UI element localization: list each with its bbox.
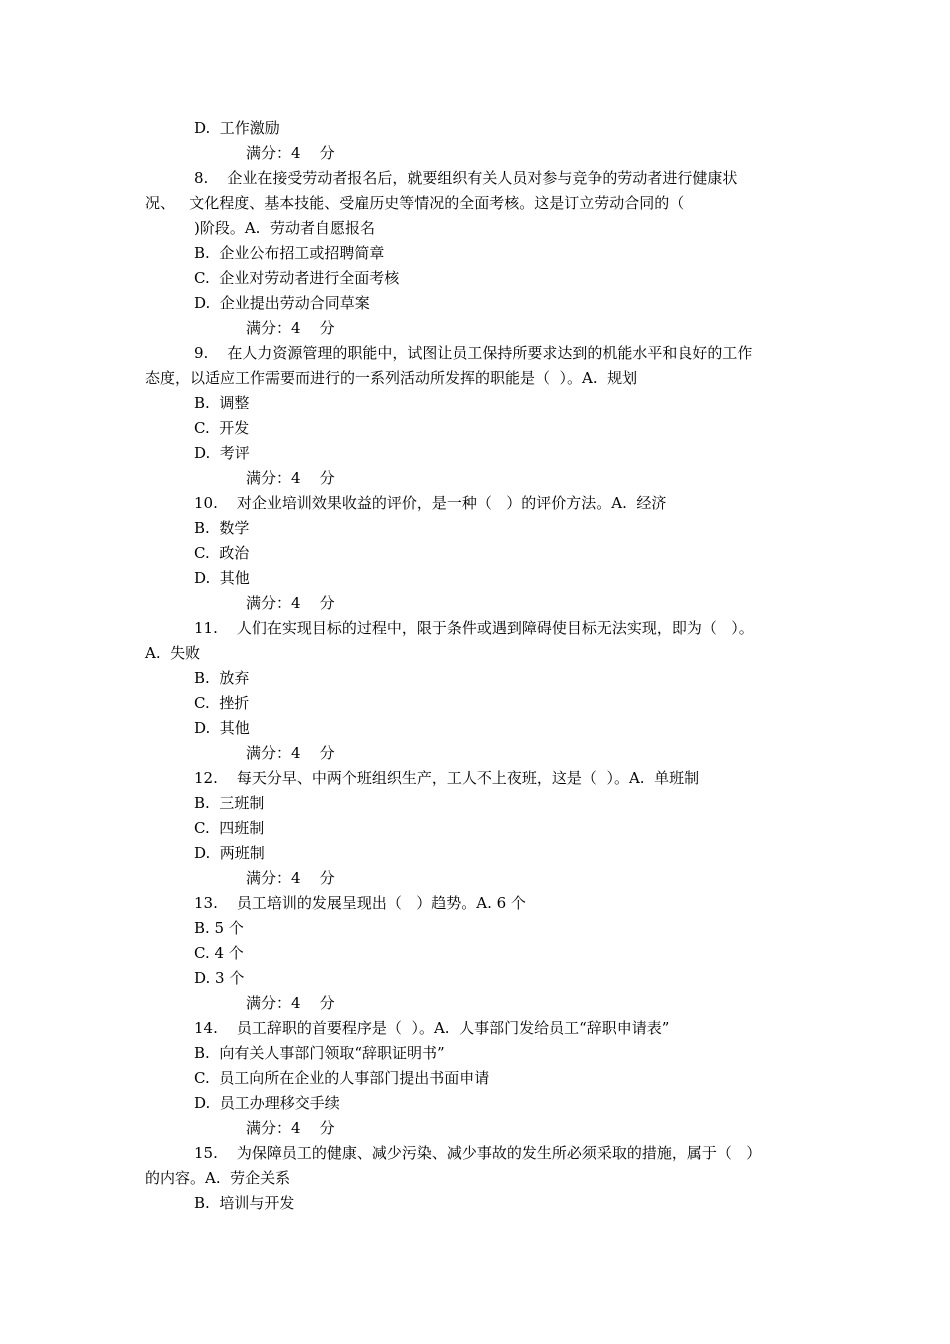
- option-line: B. 培训与开发: [194, 1194, 295, 1212]
- option-line: C. 挫折: [194, 694, 250, 712]
- option-line: D. 两班制: [194, 844, 265, 862]
- question-continuation: 的内容。A. 劳企关系: [145, 1169, 291, 1187]
- option-line: C. 四班制: [194, 819, 265, 837]
- option-line: C. 4 个: [194, 944, 244, 962]
- question-line: 14. 员工辞职的首要程序是（ ）。A. 人事部门发给员工“辞职申请表”: [194, 1019, 670, 1037]
- question-continuation: 态度，以适应工作需要而进行的一系列活动所发挥的职能是（ ）。A. 规划: [145, 369, 638, 387]
- question-line: 10. 对企业培训效果收益的评价，是一种（ ）的评价方法。A. 经济: [194, 494, 667, 512]
- question-line: 11. 人们在实现目标的过程中，限于条件或遇到障碍使目标无法实现，即为（ ）。: [194, 619, 754, 637]
- question-line: 12. 每天分早、中两个班组织生产，工人不上夜班，这是（ ）。A. 单班制: [194, 769, 700, 787]
- option-line: B. 调整: [194, 394, 250, 412]
- option-line: B. 企业公布招工或招聘简章: [194, 244, 385, 262]
- option-line: D. 其他: [194, 569, 250, 587]
- option-line: C. 政治: [194, 544, 250, 562]
- option-line: B. 放弃: [194, 669, 250, 687]
- score-line: 满分：4 分: [246, 1119, 335, 1137]
- option-line: B. 向有关人事部门领取“辞职证明书”: [194, 1044, 445, 1062]
- score-line: 满分：4 分: [246, 469, 335, 487]
- score-line: 满分：4 分: [246, 594, 335, 612]
- question-line: 13. 员工培训的发展呈现出（ ）趋势。A. 6 个: [194, 894, 526, 912]
- option-line: C. 企业对劳动者进行全面考核: [194, 269, 400, 287]
- score-line: 满分：4 分: [246, 744, 335, 762]
- question-line: 9. 在人力资源管理的职能中，试图让员工保持所要求达到的机能水平和良好的工作: [194, 344, 753, 362]
- score-line: 满分：4 分: [246, 994, 335, 1012]
- score-line: 满分：4 分: [246, 869, 335, 887]
- question-line: 15. 为保障员工的健康、减少污染、减少事故的发生所必须采取的措施，属于（ ）: [194, 1144, 762, 1162]
- score-line: 满分：4 分: [246, 144, 335, 162]
- question-continuation: )阶段。A. 劳动者自愿报名: [194, 219, 375, 237]
- score-line: 满分：4 分: [246, 319, 335, 337]
- option-line: D. 企业提出劳动合同草案: [194, 294, 370, 312]
- option-line: B. 三班制: [194, 794, 265, 812]
- question-continuation: 况、 文化程度、基本技能、受雇历史等情况的全面考核。这是订立劳动合同的（: [145, 194, 685, 212]
- option-line: D. 考评: [194, 444, 250, 462]
- question-continuation: A. 失败: [145, 644, 201, 662]
- option-line: D. 员工办理移交手续: [194, 1094, 340, 1112]
- option-line: D. 工作激励: [194, 119, 280, 137]
- option-line: C. 员工向所在企业的人事部门提出书面申请: [194, 1069, 490, 1087]
- option-line: B. 数学: [194, 519, 250, 537]
- option-line: D. 3 个: [194, 969, 245, 987]
- option-line: B. 5 个: [194, 919, 244, 937]
- option-line: C. 开发: [194, 419, 250, 437]
- question-line: 8. 企业在接受劳动者报名后，就要组织有关人员对参与竞争的劳动者进行健康状: [194, 169, 738, 187]
- option-line: D. 其他: [194, 719, 250, 737]
